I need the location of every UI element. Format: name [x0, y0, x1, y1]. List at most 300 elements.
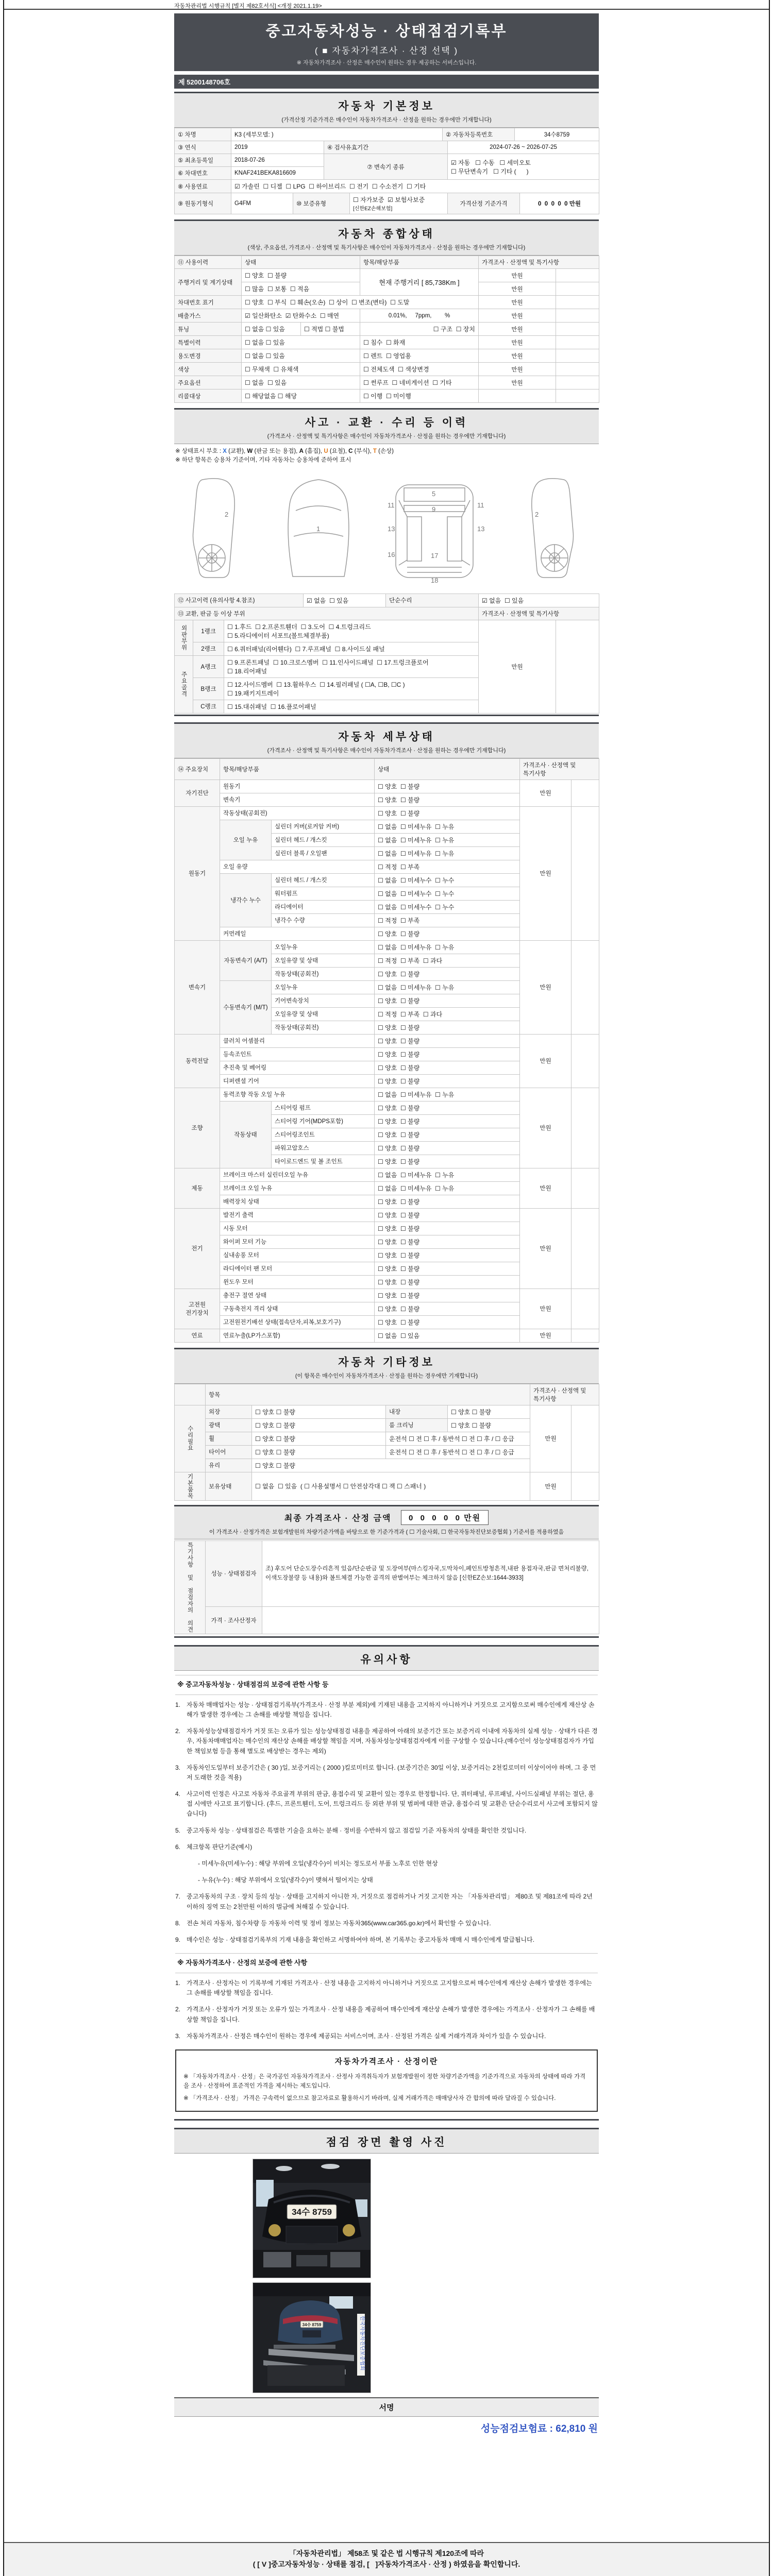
group-label-basic-items: 기본품목	[175, 1472, 206, 1500]
row-label: 휠	[206, 1432, 252, 1445]
status-checkboxes[interactable]: ☐ 적정 ☐ 부족	[375, 913, 520, 927]
column-header: 항목	[206, 1384, 530, 1405]
association-banner: 한국자동차진단보증협회	[359, 2316, 365, 2371]
group-label: 작동상태	[220, 1101, 272, 1168]
price-note-cell[interactable]	[556, 296, 599, 309]
row-label: 외장	[206, 1405, 252, 1418]
status-checkboxes[interactable]: ☐ 양호 ☐ 불량	[375, 1289, 520, 1302]
note-item: 6. 체크항목 판단기준(예시)	[175, 1843, 253, 1851]
diagram-number: 18	[431, 576, 439, 584]
table-row	[175, 180, 599, 193]
price-note-cell[interactable]	[572, 806, 599, 940]
price-note-cell[interactable]	[556, 376, 599, 389]
price-note-cell[interactable]	[572, 1168, 599, 1208]
final-price-note: 이 가격조사 · 산정가격은 보험개발원의 차량기준가액을 바탕으로 한 기준가격과 ( ☐ 기술사회, ☐ 한국자동차진단보증협회 ) 기준서를 적용하였음	[209, 1529, 564, 1535]
panel-checkboxes[interactable]: ☐ 12.사이드멤버 ☐ 13.휠하우스 ☐ 14.필러패널 ( ☐A, ☐B, ☐C ) ☐ 19.패키지트레이	[224, 677, 479, 700]
status-checkboxes[interactable]: ☐ 없음 ☐ 미세누유 ☐ 누유	[375, 1168, 520, 1181]
item-label: 스티어링 기어(MDPS포함)	[272, 1114, 375, 1128]
price-cell: 만원	[520, 1329, 572, 1342]
field-label: ④ 검사유효기간	[324, 141, 448, 154]
price-note-cell[interactable]	[572, 940, 599, 1034]
basic-info-table	[174, 179, 599, 193]
note-subitem: - 누유(누수) : 해당 부위에서 오일(냉각수)이 맺혀서 떨어지는 상태	[198, 1876, 373, 1884]
status-checkboxes[interactable]: ☐ 없음 ☐ 미세누유 ☐ 누유	[375, 1181, 520, 1195]
price-note-cell[interactable]	[556, 389, 599, 403]
table-row	[175, 336, 599, 349]
table-row	[175, 1540, 599, 1607]
table-row	[175, 154, 599, 167]
table-row	[175, 594, 599, 607]
column-header: 가격조사 · 산정액 및 특기사항	[530, 1384, 599, 1405]
row-label: 주요옵션	[175, 376, 242, 389]
code-t: T	[373, 448, 377, 454]
note-item: 8. 전손 처리 자동차, 침수차량 등 자동차 이력 및 정비 정보는 자동차365(www.car365.go.kr)에서 확인할 수 있습니다.	[175, 1919, 491, 1927]
device-label: 연료	[175, 1329, 220, 1342]
device-label: 제동	[175, 1168, 220, 1208]
item-label: 브레이크 오일 누유	[220, 1181, 375, 1195]
status-checkboxes[interactable]: ☐ 양호 ☐ 불량	[252, 1445, 386, 1459]
table-row	[175, 1472, 599, 1500]
status-checkboxes[interactable]: ☐ 양호 ☐ 불량	[375, 1141, 520, 1155]
item-label: 오일누유	[272, 980, 375, 994]
license-plate-rear: 34수 8759	[302, 2323, 322, 2328]
detail-row	[175, 1208, 599, 1222]
note-item: 7. 중고자동차의 구조 · 장치 등의 성능 · 상태를 고지하지 아니한 자, 거짓으로 점검하거나 거짓 고지한 자는 「자동차관리법」 제80조 및 제81조에 따라 2년 이하의 징역 또는 2천만원 이하의 벌금에 처해질 수 있습니다.	[175, 1893, 593, 1910]
column-header: 가격조사 · 산정액 및 특기사항	[479, 256, 599, 269]
diagram-number: 11	[388, 501, 395, 509]
row-label: 튜닝	[175, 323, 242, 336]
document-number: 제 5200148706호	[174, 75, 599, 89]
table-row	[175, 309, 599, 323]
item-label: 작동상태(공회전)	[272, 1021, 375, 1034]
status-checkboxes[interactable]: ☐ 양호 ☐ 불량	[375, 806, 520, 820]
section-basic-title: 자동차 기본정보	[338, 100, 435, 112]
definition-box-line: ※ 「가격조사 · 산정」 가격은 구속력이 없으므로 참고자료로 활용하시기 바라며, 실제 거래가격은 매매당사자 간 합의에 따라 달라질 수 있습니다.	[183, 2095, 556, 2102]
price-cell: 만원	[479, 376, 556, 389]
status-checkboxes[interactable]: ☐ 양호 ☐ 불량	[375, 1315, 520, 1329]
item-label: 커먼레일	[220, 927, 375, 940]
group-label-outer-panel: 외판부위	[175, 620, 193, 655]
section-notes-title: 유의사항	[360, 1654, 413, 1666]
status-checkboxes[interactable]: ☐ 양호 ☐ 불량	[252, 1405, 386, 1418]
row-label: 특별이력	[175, 336, 242, 349]
price-note-cell[interactable]	[556, 323, 599, 336]
status-checkboxes[interactable]: ☐ 구조 ☐ 장치	[360, 323, 479, 336]
detail-row	[175, 779, 599, 793]
status-checkboxes[interactable]: ☐ 양호 ☐ 불량	[375, 793, 520, 806]
table-header-row	[175, 607, 599, 620]
status-checkboxes[interactable]: ☐ 양호 ☐ 불량	[375, 1128, 520, 1141]
item-label: 윈도우 모터	[220, 1275, 375, 1289]
price-cell: 만원	[479, 309, 556, 323]
status-checkboxes[interactable]: ☐ 없음 ☐ 있음	[242, 323, 301, 336]
device-label: 원동기	[175, 806, 220, 940]
document-subtitle: ( ■ 자동차가격조사 · 산정 선택 )	[314, 46, 459, 56]
rank-label: B랭크	[193, 677, 224, 700]
status-checkboxes[interactable]: ☐ 무채색 ☐ 유채색	[242, 363, 360, 376]
field-label: 가격산정 기준가격	[448, 193, 520, 214]
status-checkboxes[interactable]: ☐ 양호 ☐ 불량	[375, 1222, 520, 1235]
accident-history-checkboxes[interactable]: ☑ 없음 ☐ 있음	[304, 594, 386, 607]
panel-checkboxes[interactable]: ☐ 1.후드 ☐ 2.프론트휀더 ☐ 3.도어 ☐ 4.트렁크리드 ☐ 5.라디에이터 서포트(볼트체결부품)	[224, 620, 479, 642]
note-item: 1. 자동차 매매업자는 성능 · 상태점검기록부(가격조사 · 산정 부분 제외)에 기재된 내용을 고지하지 아니하거나 거짓으로 고지함으로써 매수인에게 재산상 손해가 발생한 경우에는 그 손해를 배상할 책임을 집니다.	[175, 1701, 595, 1718]
item-label: 오일누유	[272, 940, 375, 954]
item-label: 스티어링 펌프	[272, 1101, 375, 1114]
status-checkboxes[interactable]: ☐ 양호 ☐ 불량	[375, 1235, 520, 1248]
column-header: 상태	[242, 256, 360, 269]
price-cell: 만원	[520, 806, 572, 940]
item-label: 와이퍼 모터 기능	[220, 1235, 375, 1248]
detail-row	[175, 806, 599, 820]
rank-label: 1랭크	[193, 620, 224, 642]
status-checkboxes[interactable]: ☐ 없음 ☐ 미세누유 ☐ 누유	[375, 833, 520, 846]
item-label: 타이로드엔드 및 볼 조인트	[272, 1155, 375, 1168]
status-checkboxes[interactable]: ☐ 양호 ☐ 불량	[375, 967, 520, 980]
price-cell: 만원	[479, 349, 556, 363]
panel-checkboxes[interactable]: ☐ 15.대쉬패널 ☐ 16.플로어패널	[224, 700, 479, 713]
detail-table	[174, 758, 599, 1343]
status-checkboxes[interactable]: ☑ 일산화탄소 ☑ 탄화수소 ☐ 매연	[242, 309, 360, 323]
row-label: 내장	[386, 1405, 448, 1418]
item-label: 디퍼렌셜 기어	[220, 1074, 375, 1088]
column-header: ⑭ 주요장치	[175, 758, 220, 779]
code-x: X	[223, 448, 227, 454]
status-checkboxes[interactable]: ☐ 없음 ☐ 미세누유 ☐ 누유	[375, 846, 520, 860]
status-checkboxes[interactable]: ☐ 양호 ☐ 불량	[252, 1418, 386, 1432]
transmission-type-checkboxes[interactable]: ☑ 자동 ☐ 수동 ☐ 세미오토 ☐ 무단변속기 ☐ 기타 ( )	[448, 154, 599, 180]
status-checkbox[interactable]: ☐ 없음 ☐ 있음	[242, 376, 360, 389]
field-label: ① 차명	[175, 128, 231, 141]
final-price-bar	[174, 1505, 599, 1539]
price-note-cell[interactable]	[572, 1034, 599, 1088]
price-cell: 만원	[520, 1034, 572, 1088]
row-label: 배출가스	[175, 309, 242, 323]
final-price-label: 최종 가격조사 · 산정 금액	[284, 1514, 392, 1523]
diagram-number: 1	[316, 524, 321, 533]
row-label: 보유상태	[206, 1472, 252, 1500]
emission-values: 0.01%, 7ppm, %	[360, 309, 479, 323]
item-label: 작동상태(공회전)	[272, 967, 375, 980]
vin-value: KNAF241BEKA816609	[231, 167, 324, 180]
table-row	[175, 620, 599, 642]
row-label: 성능 · 상태점검자	[206, 1540, 262, 1607]
item-label: 고전원전기배선 상태(접속단자,피복,보호기구)	[220, 1315, 375, 1329]
note-subitem: - 미세누유(미세누수) : 해당 부위에 오일(냉각수)이 비치는 정도로서 부품 노후로 인한 현상	[198, 1860, 438, 1868]
note-item: 5. 중고자동차 성능 · 상태점검은 특별한 기술을 요하는 분해 · 정비를 수반하지 않고 점검일 기준 자동차의 상태를 확인한 것입니다.	[175, 1826, 527, 1834]
status-checkboxes[interactable]: ☐ 양호 ☐ 불량	[375, 1302, 520, 1315]
code-u: U	[324, 448, 328, 454]
column-header: 가격조사 · 산정액 및 특기사항	[479, 607, 599, 620]
inspection-photos	[174, 2154, 599, 2393]
table-row	[175, 1405, 599, 1418]
tire-position-checkboxes[interactable]: 운전석 ☐ 전 ☐ 후 / 동반석 ☐ 전 ☐ 후 / ☐ 응급	[386, 1445, 530, 1459]
table-header-row	[175, 758, 599, 779]
rank-label: A랭크	[193, 655, 224, 677]
status-checkboxes[interactable]: ☐ 적정 ☐ 부족 ☐ 과다	[375, 954, 520, 967]
status-checkboxes[interactable]: ☐ 없음 ☐ 있음	[242, 349, 360, 363]
notes-body	[174, 1671, 599, 2112]
field-label: ⑤ 최초등록일	[175, 154, 231, 167]
panel-exchange-table	[174, 607, 599, 714]
table-row	[175, 363, 599, 376]
simple-repair-checkboxes[interactable]: ☑ 없음 ☐ 있음	[479, 594, 599, 607]
price-note-cell[interactable]	[556, 620, 599, 713]
section-detail-subtitle: (가격조사 · 산정액 및 특기사항은 매수인이 자동차가격조사 · 산정을 원하는 경우에만 기재합니다)	[267, 747, 506, 754]
item-label: 클러치 어셈블리	[220, 1034, 375, 1047]
engine-type-value: G4FM	[231, 193, 293, 214]
confirmation-line-1: 「자동차관리법」 제58조 및 같은 법 시행규칙 제120조에 따라	[289, 2549, 484, 2557]
item-label: 기어변속장치	[272, 994, 375, 1007]
status-checkboxes[interactable]: ☐ 전체도색 ☐ 색상변경	[360, 363, 479, 376]
status-checkboxes[interactable]: ☐ 없음 ☐ 미세누수 ☐ 누수	[375, 900, 520, 913]
device-label: 전기	[175, 1208, 220, 1289]
group-label: 냉각수 누수	[220, 873, 272, 927]
price-note-cell[interactable]	[556, 363, 599, 376]
row-label: 리콜대상	[175, 389, 242, 403]
status-checkboxes[interactable]: ☐ 양호 ☐ 불량	[375, 1275, 520, 1289]
status-checkboxes[interactable]: ☐ 없음 ☐ 미세누수 ☐ 누수	[375, 873, 520, 887]
status-checkboxes[interactable]: ☐ 없음 ☐ 있음 ( ☐ 사용설명서 ☐ 안전삼각대 ☐ 잭 ☐ 스패너 )	[252, 1472, 530, 1500]
section-photos-title: 점검 장면 촬영 사진	[326, 2137, 447, 2149]
table-row	[175, 141, 599, 154]
appraiser-opinion-text[interactable]	[262, 1607, 599, 1634]
column-header: ⑪ 사용이력	[175, 256, 242, 269]
mileage-value: 현재 주행거리 [ 85,738Km ]	[360, 269, 479, 296]
status-checkboxes[interactable]: ☐ 렌트 ☐ 영업용	[360, 349, 479, 363]
status-checkboxes[interactable]: ☐ 양호 ☐ 불량	[375, 927, 520, 940]
status-checkboxes[interactable]: ☐ 양호 ☐ 불량	[252, 1432, 386, 1445]
status-checkboxes[interactable]: ☐ 양호 ☐ 불량	[375, 1155, 520, 1168]
status-checkboxes[interactable]: ☐ 없음 ☐ 있음	[242, 336, 360, 349]
section-summary-subtitle: (색상, 주요옵션, 가격조사 · 산정액 및 특기사항은 매수인이 자동차가격조사 · 산정을 원하는 경우에만 기재합니다)	[247, 245, 526, 251]
table-header-row	[175, 256, 599, 269]
item-label: 시동 모터	[220, 1222, 375, 1235]
price-note-cell[interactable]	[556, 282, 599, 296]
status-checkboxes[interactable]: ☐ 침수 ☐ 화재	[360, 336, 479, 349]
status-checkboxes[interactable]: ☐ 양호 ☐ 불량	[375, 1101, 520, 1114]
group-label: 오일 누유	[220, 820, 272, 860]
price-note-cell[interactable]	[556, 336, 599, 349]
vehicle-name-value: K3 (세부모델: )	[231, 128, 443, 141]
item-label: 작동상태(공회전)	[220, 806, 375, 820]
inspection-photo-front	[253, 2159, 371, 2278]
status-checkboxes[interactable]: ☐ 양호 ☐ 불량	[242, 269, 360, 282]
status-checkboxes[interactable]: ☐ 없음 ☐ 미세누유 ☐ 누유	[375, 980, 520, 994]
status-checkboxes[interactable]: ☐ 없음 ☐ 있음	[375, 1329, 520, 1342]
opinion-side-label: 특기사항 및 점검자의 의견	[175, 1540, 206, 1634]
legend-note: ※ 하단 항목은 승용차 기준이며, 기타 자동차는 승용차에 준하여 표시	[175, 457, 351, 464]
panel-checkboxes[interactable]: ☐ 6.쿼터패널(리어휀다) ☐ 7.루프패널 ☐ 8.사이드실 패널	[224, 642, 479, 655]
device-label: 자기진단	[175, 779, 220, 806]
section-basic-subtitle: (가격산정 기준가격은 매수인이 자동차가격조사 · 산정을 원하는 경우에만 기재합니다)	[281, 117, 492, 123]
item-label: 변속기	[220, 793, 375, 806]
row-label: 유리	[206, 1459, 252, 1472]
status-checkboxes[interactable]: ☐ 이행 ☐ 미이행	[360, 389, 479, 403]
page-left-border	[3, 0, 4, 2576]
item-label: 스티어링조인트	[272, 1128, 375, 1141]
status-checkboxes[interactable]: ☐ 양호 ☐ 불량	[375, 1047, 520, 1061]
diagram-number: 16	[388, 550, 395, 558]
status-checkboxes[interactable]: ☐ 많음 ☐ 보통 ☐ 적음	[242, 282, 360, 296]
section-notes-header	[174, 1645, 599, 1671]
status-checkboxes[interactable]: ☐ 없음 ☐ 미세누유 ☐ 누유	[375, 940, 520, 954]
status-checkboxes[interactable]: ☐ 양호 ☐ 불량	[375, 1262, 520, 1275]
diagram-number: 17	[431, 551, 439, 560]
status-checkboxes[interactable]: ☐ 적법 ☐ 불법	[301, 323, 360, 336]
status-checkboxes[interactable]: ☐ 양호 ☐ 불량	[375, 779, 520, 793]
item-label: 배력장치 상태	[220, 1195, 375, 1208]
table-row	[175, 323, 599, 336]
status-checkboxes[interactable]: ☐ 없음 ☐ 미세누유 ☐ 누유	[375, 820, 520, 833]
diagram-number: 11	[477, 501, 484, 509]
row-label: 차대번호 표기	[175, 296, 242, 309]
item-label: 원동기	[220, 779, 375, 793]
status-checkboxes[interactable]: ☐ 양호 ☐ 불량	[448, 1405, 530, 1418]
price-note-cell[interactable]	[572, 1472, 599, 1500]
price-cell: 만원	[479, 296, 556, 309]
price-note-cell[interactable]	[572, 1289, 599, 1329]
code-c: C	[348, 448, 353, 454]
table-row	[175, 1607, 599, 1634]
price-cell: 만원	[479, 282, 556, 296]
price-cell: 만원	[520, 779, 572, 806]
document-header	[174, 13, 599, 71]
diagram-number: 5	[432, 489, 436, 498]
group-label-main-frame: 주요골격	[175, 655, 193, 713]
summary-table	[174, 256, 599, 403]
page-right-border	[769, 0, 770, 2576]
other-info-table	[174, 1384, 599, 1501]
price-note-cell[interactable]	[556, 309, 599, 323]
rank-label: 2랭크	[193, 642, 224, 655]
section-other-header	[174, 1348, 599, 1384]
table-row	[175, 269, 599, 282]
status-checkboxes[interactable]: ☐ 썬루프 ☐ 네비게이션 ☐ 기타	[360, 376, 479, 389]
item-label: 추진축 및 베어링	[220, 1061, 375, 1074]
note-item: 3. 자동차인도일부터 보증기간은 ( 30 )일, 보증거리는 ( 2000 )킬로미터로 합니다. (보증기간은 30일 이상, 보증거리는 2천킬로미터 이상이어야 하며, 그 중 먼저 도래한 것을 적용)	[175, 1764, 596, 1781]
status-checkboxes[interactable]: ☐ 적정 ☐ 부족	[375, 860, 520, 873]
table-row	[175, 296, 599, 309]
section-summary-title: 자동차 종합상태	[338, 228, 435, 240]
first-registration-value: 2018-07-26	[231, 154, 324, 167]
item-label: 등속조인트	[220, 1047, 375, 1061]
price-note-cell[interactable]	[572, 1088, 599, 1168]
warranty-type-checkboxes[interactable]: ☐ 자가보증 ☑ 보험사보증 [신한EZ손해보험]	[350, 193, 448, 214]
field-label: ③ 연식	[175, 141, 231, 154]
status-checkboxes[interactable]: ☐ 양호 ☐ 불량	[375, 1074, 520, 1088]
diagram-number: 13	[388, 524, 395, 533]
item-label: 충전구 절연 상태	[220, 1289, 375, 1302]
row-label: 광택	[206, 1418, 252, 1432]
field-label: ⑥ 차대번호	[175, 167, 231, 180]
damage-code-legend: ※ 상태표시 부호 : X (교환), W (판금 또는 용접), A (흠집), U (요철), C (부식), T (손상) ※ 하단 항목은 승용차 기준이며, 기타 자동차는 승용차에 준하여 표시	[175, 448, 394, 464]
row-label: ⑫ 사고이력 (유의사항 4.참조)	[175, 594, 304, 607]
status-checkboxes[interactable]: ☐ 양호 ☐ 불량	[375, 1248, 520, 1262]
signature-bar[interactable]: 서명	[174, 2397, 599, 2417]
item-label: 실린더 블록 / 오일팬	[272, 846, 375, 860]
note-item: 3. 자동차가격조사 · 산정은 매수인이 원하는 경우에 제공되는 서비스이며, 조사 · 산정된 가격은 실제 거래가격과 차이가 있을 수 있습니다.	[175, 2032, 546, 2040]
rank-label: C랭크	[193, 700, 224, 713]
column-header: ⑬ 교환, 판금 등 이상 부위	[175, 607, 479, 620]
price-cell: 만원	[520, 940, 572, 1034]
note-item: 2. 가격조사 · 산정자가 거짓 또는 오류가 있는 가격조사 · 산정 내용을 제공하여 매수인에게 재산상 손해가 발생한 경우에는 가격조사 · 산정자가 그 손해를 배상할 책임을 집니다.	[175, 2006, 595, 2023]
item-label: 실린더 헤드 / 개스킷	[272, 873, 375, 887]
price-cell	[479, 389, 556, 403]
item-label: 브레이크 마스터 실린더오일 누유	[220, 1168, 375, 1181]
field-label: ⑨ 원동기형식	[175, 193, 231, 214]
price-note-cell[interactable]	[572, 1405, 599, 1472]
fuel-type-checkboxes[interactable]: ☑ 가솔린 ☐ 디젤 ☐ LPG ☐ 하이브리드 ☐ 전기 ☐ 수소전기 ☐ 기타	[231, 180, 599, 193]
detail-row	[175, 940, 599, 954]
price-note-cell[interactable]	[572, 1208, 599, 1289]
status-checkboxes[interactable]: ☐ 양호 ☐ 불량	[448, 1418, 530, 1432]
item-label: 발전기 출력	[220, 1208, 375, 1222]
status-checkboxes[interactable]: ☐ 양호 ☐ 불량	[375, 994, 520, 1007]
panel-checkboxes[interactable]: ☐ 9.프론트패널 ☐ 10.크로스멤버 ☐ 11.인사이드패널 ☐ 17.트렁크플로어 ☐ 18.리어패널	[224, 655, 479, 677]
section-other-title: 자동차 기타정보	[338, 1356, 435, 1368]
price-note-cell[interactable]	[572, 1329, 599, 1342]
price-note-cell[interactable]	[556, 349, 599, 363]
row-label: 가격 · 조사산정자	[206, 1607, 262, 1634]
status-checkboxes[interactable]: ☐ 양호 ☐ 불량	[375, 1061, 520, 1074]
item-label: 오일 유량	[220, 860, 375, 873]
status-checkboxes[interactable]: ☐ 적정 ☐ 부족 ☐ 과다	[375, 1007, 520, 1021]
status-checkboxes[interactable]: ☐ 없음 ☐ 미세누유 ☐ 누유	[375, 1088, 520, 1101]
status-checkboxes[interactable]: ☐ 양호 ☐ 불량	[252, 1459, 530, 1472]
item-label: 실린더 헤드 / 개스킷	[272, 833, 375, 846]
status-checkboxes[interactable]: ☐ 양호 ☐ 불량	[375, 1034, 520, 1047]
car-damage-diagram[interactable]	[174, 466, 599, 594]
table-row	[175, 389, 599, 403]
device-label: 조향	[175, 1088, 220, 1168]
section-summary-header	[174, 219, 599, 256]
status-checkboxes[interactable]: ☐ 양호 ☐ 부식 ☐ 훼손(오손) ☐ 상이 ☐ 변조(변타) ☐ 도말	[242, 296, 479, 309]
note-item: 1. 가격조사 · 산정자는 이 기록부에 기재된 가격조사 · 산정 내용을 고지하지 아니하거나 거짓으로 고지함으로써 매수인에게 재산상 손해가 발생한 경우에는 그 손해를 배상할 책임을 집니다.	[175, 1979, 592, 1997]
status-checkboxes[interactable]: ☐ 양호 ☐ 불량	[375, 1195, 520, 1208]
table-row	[175, 193, 599, 214]
note-item: 4. 사고이력 인정은 사고로 자동차 주요골격 부위의 판금, 용접수리 및 교환이 있는 경우로 한정합니다. 단, 쿼터패널, 루프패널, 사이드실패널 부위는 절단, 용접 시에만 사고로 표기합니다. (후드, 프론트휀더, 도어, 트렁크리드 등 외판 부위 및 범퍼에 대한 판금, 용접수리 및 교환은 단순수리로서 사고에 포함되지 않습니다)	[175, 1790, 598, 1818]
price-appraisal-definition-box	[175, 2049, 598, 2112]
diagram-number: 2	[225, 510, 229, 518]
item-label: 오일유량 및 상태	[272, 954, 375, 967]
group-label: 수동변속기 (M/T)	[220, 980, 272, 1034]
plate-number-value: 34수8759	[515, 128, 599, 141]
definition-box-line: ※ 「자동차가격조사 · 산정」은 국가공인 자동차가격조사 · 산정사 자격취득자가 보험개발원이 정한 차량기준가액을 기준가격으로 자동차의 상태에 따라 가격을 조사 · 산정하여 표준적인 가격을 제시하는 제도입니다.	[183, 2073, 586, 2090]
price-note-cell[interactable]	[556, 269, 599, 282]
status-checkboxes[interactable]: ☐ 양호 ☐ 불량	[375, 1208, 520, 1222]
table-header-row	[175, 1384, 599, 1405]
status-checkboxes[interactable]: ☐ 해당없음 ☐ 해당	[242, 389, 360, 403]
opinion-table	[174, 1540, 599, 1635]
price-cell: 만원	[520, 1289, 572, 1329]
definition-box-title: 자동차가격조사 · 산정이란	[334, 2057, 439, 2066]
status-checkboxes[interactable]: ☐ 양호 ☐ 불량	[375, 1021, 520, 1034]
row-label: 룸 크리닝	[386, 1418, 448, 1432]
inspection-period-value: 2024-07-26 ~ 2026-07-25	[448, 141, 599, 154]
price-note-cell[interactable]	[572, 779, 599, 806]
notes-subheading: ※ 자동차가격조사 · 산정의 보증에 관한 사항	[175, 1953, 598, 1973]
section-accident-subtitle: (가격조사 · 산정액 및 특기사항은 매수인이 자동차가격조사 · 산정을 원하는 경우에만 기재합니다)	[267, 433, 506, 439]
item-label: 동력조향 작동 오일 누유	[220, 1088, 375, 1101]
status-checkboxes[interactable]: ☐ 없음 ☐ 미세누수 ☐ 누수	[375, 887, 520, 900]
column-header: 상태	[375, 758, 520, 779]
item-label: 실내송풍 모터	[220, 1248, 375, 1262]
section-basic-header	[174, 92, 599, 128]
notes-subheading: ※ 중고자동차성능 · 상태점검의 보증에 관한 사항 등	[175, 1675, 598, 1695]
status-checkboxes[interactable]: ☐ 양호 ☐ 불량	[375, 1114, 520, 1128]
item-label: 파워고압호스	[272, 1141, 375, 1155]
wheel-position-checkboxes[interactable]: 운전석 ☐ 전 ☐ 후 / 동반석 ☐ 전 ☐ 후 / ☐ 응급	[386, 1432, 530, 1445]
